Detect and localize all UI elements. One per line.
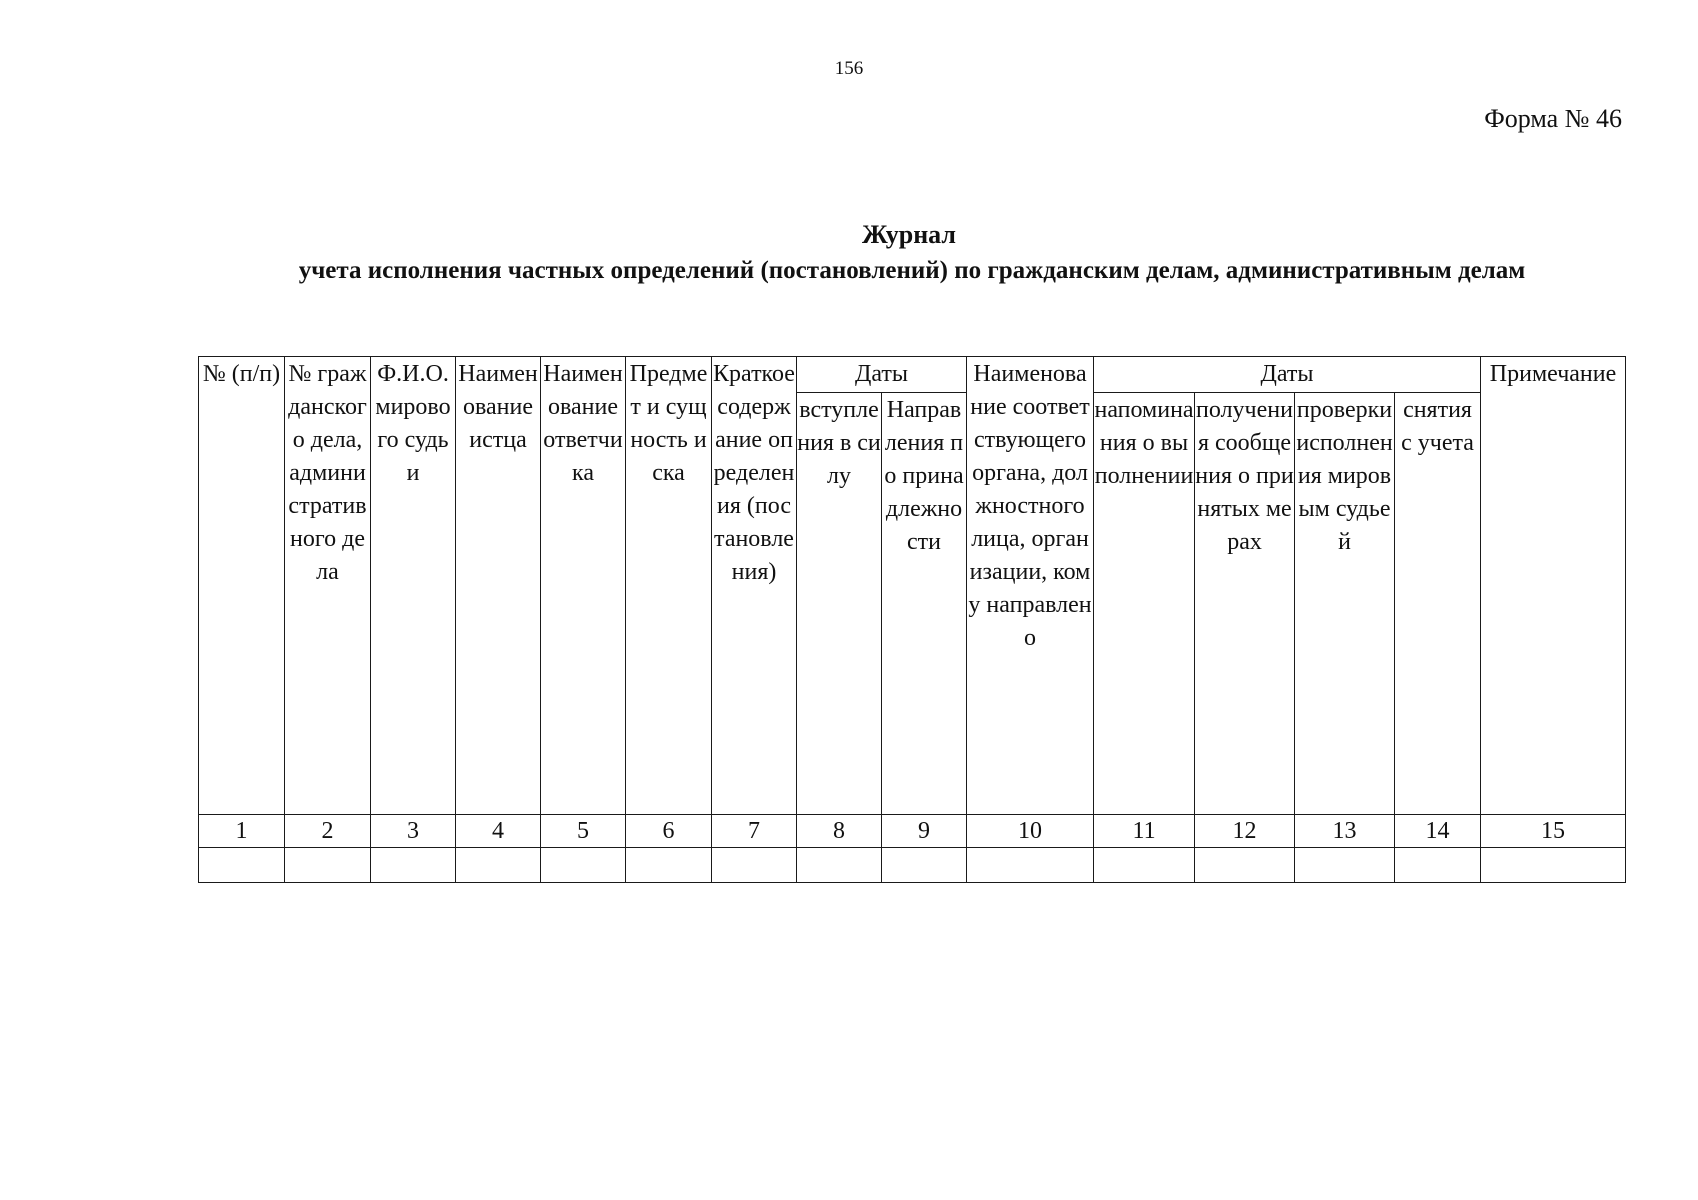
column-number: 9 bbox=[882, 815, 967, 848]
empty-cell bbox=[1094, 848, 1195, 883]
col-header-plaintiff: Наименование истца bbox=[456, 357, 541, 815]
document-title: Журнал bbox=[862, 220, 956, 249]
page-number: 156 bbox=[834, 58, 864, 79]
empty-cell bbox=[199, 848, 285, 883]
column-number: 3 bbox=[371, 815, 456, 848]
column-number: 10 bbox=[967, 815, 1094, 848]
column-number: 8 bbox=[797, 815, 882, 848]
column-number: 12 bbox=[1195, 815, 1295, 848]
empty-cell bbox=[1481, 848, 1626, 883]
empty-cell bbox=[797, 848, 882, 883]
col-header-forwarding: Направления по принадлежности bbox=[882, 393, 967, 815]
col-header-row-number: № (п/п) bbox=[199, 357, 285, 815]
column-number: 15 bbox=[1481, 815, 1626, 848]
col-header-note: Примечание bbox=[1481, 357, 1626, 815]
col-header-recipient-organization: Наименование соответствующего органа, должностного лица, организации, кому направлено bbox=[967, 357, 1094, 815]
col-header-defendant: Наименование ответчика bbox=[541, 357, 626, 815]
col-header-ruling-summary: Краткое содержание определения (постановления) bbox=[712, 357, 797, 815]
column-number: 14 bbox=[1395, 815, 1481, 848]
col-group-dates-2: Даты bbox=[1094, 357, 1481, 393]
column-number: 11 bbox=[1094, 815, 1195, 848]
col-header-case-number: № гражданского дела, административного дела bbox=[285, 357, 371, 815]
empty-cell bbox=[456, 848, 541, 883]
column-number: 7 bbox=[712, 815, 797, 848]
col-group-dates-1: Даты bbox=[797, 357, 967, 393]
column-number: 1 bbox=[199, 815, 285, 848]
column-number: 4 bbox=[456, 815, 541, 848]
empty-cell bbox=[712, 848, 797, 883]
col-header-reminder: напоминания о выполнении bbox=[1094, 393, 1195, 815]
col-header-execution-check: проверки исполнения мировым судьей bbox=[1295, 393, 1395, 815]
document-subtitle: учета исполнения частных определений (постановлений) по гражданским делам, административным делам bbox=[298, 257, 1526, 284]
column-number: 13 bbox=[1295, 815, 1395, 848]
empty-cell bbox=[1295, 848, 1395, 883]
column-number: 2 bbox=[285, 815, 371, 848]
col-header-deregistration: снятия с учета bbox=[1395, 393, 1481, 815]
empty-cell bbox=[285, 848, 371, 883]
empty-data-row bbox=[199, 848, 1626, 883]
col-header-claim-subject: Предмет и сущность иска bbox=[626, 357, 712, 815]
col-header-entry-into-force: вступления в силу bbox=[797, 393, 882, 815]
col-header-judge-name: Ф.И.О. мирового судьи bbox=[371, 357, 456, 815]
empty-cell bbox=[371, 848, 456, 883]
empty-cell bbox=[1395, 848, 1481, 883]
form-number: Форма № 46 bbox=[1484, 104, 1622, 133]
empty-cell bbox=[967, 848, 1094, 883]
empty-cell bbox=[541, 848, 626, 883]
empty-cell bbox=[882, 848, 967, 883]
empty-cell bbox=[626, 848, 712, 883]
column-number: 5 bbox=[541, 815, 626, 848]
column-numbers-row bbox=[199, 815, 1626, 848]
col-header-receipt-of-report: получения сообщения о принятых мерах bbox=[1195, 393, 1295, 815]
journal-table bbox=[198, 356, 1626, 883]
column-number: 6 bbox=[626, 815, 712, 848]
empty-cell bbox=[1195, 848, 1295, 883]
table-header-row bbox=[199, 357, 1626, 393]
